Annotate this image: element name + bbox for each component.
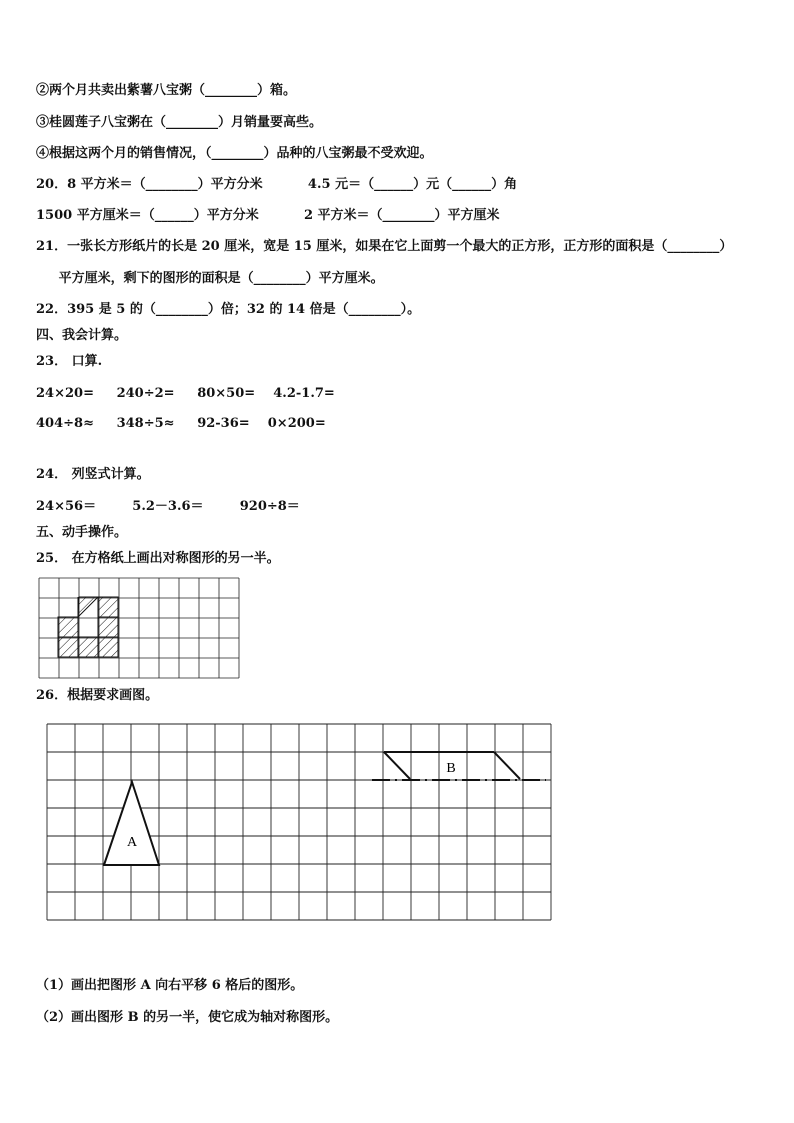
shaded-cell bbox=[78, 637, 98, 657]
shaded-half-figure bbox=[78, 597, 98, 617]
q23-row1: 24×20= 240÷2= 80×50= 4.2-1.7= bbox=[36, 386, 335, 401]
q24-row1: 24×56＝ 5.2－3.6＝ 920÷8＝ bbox=[36, 499, 300, 514]
q22: 22．395 是 5 的（________）倍；32 的 14 倍是（________）。 bbox=[36, 302, 421, 317]
label-a: A bbox=[126, 835, 138, 850]
shaded-cell bbox=[58, 637, 78, 657]
q19-item4: ④根据这两个月的销售情况，（________）品种的八宝粥最不受欢迎。 bbox=[36, 146, 433, 161]
q20-line1: 20．8 平方米＝（________）平方分米 4.5 元＝（______）元（______）角 bbox=[36, 177, 518, 192]
figure-b-left-slant bbox=[384, 752, 410, 779]
shaded-cell bbox=[98, 617, 118, 637]
shaded-cell bbox=[98, 597, 118, 617]
label-b: B bbox=[446, 761, 456, 776]
q23-title: 23． 口算. bbox=[36, 354, 103, 369]
q21-line1: 21．一张长方形纸片的长是 20 厘米，宽是 15 厘米，如果在它上面剪一个最大的正方形，正方形的面积是（________） bbox=[36, 239, 733, 254]
drawing-grid bbox=[46, 722, 554, 930]
shaded-cell bbox=[58, 617, 78, 637]
q24-title: 24． 列竖式计算。 bbox=[36, 467, 150, 482]
q19-item3: ③桂圆莲子八宝粥在（________）月销量要高些。 bbox=[36, 115, 323, 130]
q25-title: 25． 在方格纸上画出对称图形的另一半。 bbox=[36, 551, 280, 566]
q26-part2: （2）画出图形 B 的另一半，使它成为轴对称图形。 bbox=[36, 1010, 339, 1025]
q23-row2: 404÷8≈ 348÷5≈ 92-36= 0×200= bbox=[36, 416, 326, 431]
q26-part1: （1）画出把图形 A 向右平移 6 格后的图形。 bbox=[36, 978, 304, 993]
section-5-heading: 五、动手操作。 bbox=[36, 525, 128, 540]
q21-line2: 平方厘米，剩下的图形的面积是（________）平方厘米。 bbox=[36, 271, 384, 286]
triangle-a bbox=[104, 782, 159, 865]
section-4-heading: 四、我会计算。 bbox=[36, 328, 128, 343]
symmetry-grid bbox=[38, 577, 244, 683]
figure-b-right-slant bbox=[494, 752, 520, 779]
shaded-cell bbox=[98, 637, 118, 657]
q26-title: 26．根据要求画图。 bbox=[36, 688, 159, 703]
q19-item2: ②两个月共卖出紫薯八宝粥（________）箱。 bbox=[36, 83, 297, 98]
q20-line2: 1500 平方厘米＝（______）平方分米 2 平方米＝（________）平方厘米 bbox=[36, 208, 500, 223]
